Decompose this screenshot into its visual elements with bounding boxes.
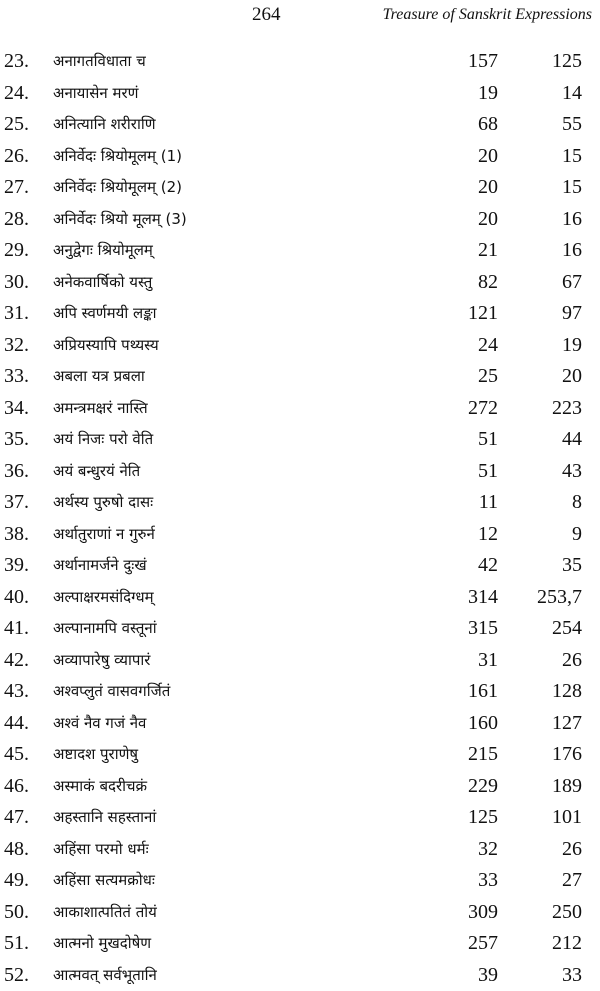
page-ref-primary: 121 [468,298,498,330]
page-ref-secondary: 128 [552,676,582,708]
page-ref-secondary: 33 [562,960,582,991]
index-row [0,141,600,173]
entry-number: 35. [4,424,29,456]
entry-number: 23. [4,46,29,78]
sanskrit-expression: आकाशात्पतितं तोयं [53,897,157,929]
entry-number: 43. [4,676,29,708]
entry-number: 47. [4,802,29,834]
sanskrit-expression: अल्पानामपि वस्तूनां [53,613,157,645]
sanskrit-expression: अनिर्वेदः श्रियो मूलम् (3) [53,204,187,236]
sanskrit-expression: अहिंसा परमो धर्मः [53,834,149,866]
entry-number: 24. [4,78,29,110]
page-ref-primary: 157 [468,46,498,78]
sanskrit-expression: अर्थानामर्जने दुःखं [53,550,147,582]
index-row [0,645,600,677]
page-ref-primary: 315 [468,613,498,645]
sanskrit-expression: अनायासेन मरणं [53,78,138,110]
page-ref-primary: 229 [468,771,498,803]
sanskrit-expression: अनिर्वेदः श्रियोमूलम् (2) [53,172,182,204]
page-ref-secondary: 26 [562,645,582,677]
page-header [0,0,600,28]
index-row [0,771,600,803]
sanskrit-expression: अस्माकं बदरीचक्रं [53,771,147,803]
sanskrit-expression: अहिंसा सत्यमक्रोधः [53,865,155,897]
page-ref-secondary: 16 [562,235,582,267]
page-ref-secondary: 127 [552,708,582,740]
sanskrit-expression: अनित्यानि शरीराणि [53,109,156,141]
sanskrit-expression: आत्मवत् सर्वभूतानि [53,960,157,991]
page-ref-primary: 32 [478,834,498,866]
page-ref-secondary: 223 [552,393,582,425]
page-ref-secondary: 253,7 [537,582,582,614]
sanskrit-expression: अनिर्वेदः श्रियोमूलम् (1) [53,141,182,173]
page-ref-primary: 161 [468,676,498,708]
sanskrit-expression: अर्थातुराणां न गुरुर्न [53,519,155,551]
entry-number: 29. [4,235,29,267]
index-row [0,897,600,929]
entry-number: 51. [4,928,29,960]
running-title: Treasure of Sanskrit Expressions [383,6,592,24]
entry-number: 36. [4,456,29,488]
page-ref-secondary: 15 [562,141,582,173]
page-ref-primary: 24 [478,330,498,362]
entry-number: 39. [4,550,29,582]
entry-number: 26. [4,141,29,173]
sanskrit-expression: अष्टादश पुराणेषु [53,739,138,771]
page-ref-primary: 12 [478,519,498,551]
index-row [0,960,600,991]
entry-number: 28. [4,204,29,236]
index-row [0,235,600,267]
page-ref-primary: 68 [478,109,498,141]
page-ref-primary: 272 [468,393,498,425]
entry-number: 37. [4,487,29,519]
index-row [0,109,600,141]
index-row [0,456,600,488]
index-row [0,424,600,456]
page-ref-secondary: 16 [562,204,582,236]
page-ref-primary: 25 [478,361,498,393]
entry-number: 32. [4,330,29,362]
index-row [0,298,600,330]
page-ref-secondary: 20 [562,361,582,393]
page-ref-secondary: 55 [562,109,582,141]
page-ref-secondary: 26 [562,834,582,866]
page-ref-primary: 257 [468,928,498,960]
entry-number: 46. [4,771,29,803]
sanskrit-expression: अल्पाक्षरमसंदिग्धम् [53,582,154,614]
entry-number: 48. [4,834,29,866]
index-row [0,676,600,708]
page-ref-secondary: 250 [552,897,582,929]
index-row [0,613,600,645]
sanskrit-expression: अबला यत्र प्रबला [53,361,145,393]
index-row [0,267,600,299]
page-ref-primary: 20 [478,204,498,236]
index-row [0,928,600,960]
index-row [0,46,600,78]
page-ref-secondary: 125 [552,46,582,78]
page-ref-primary: 31 [478,645,498,677]
sanskrit-expression: अयं निजः परो वेति [53,424,153,456]
page-ref-secondary: 44 [562,424,582,456]
entry-number: 50. [4,897,29,929]
entry-number: 52. [4,960,29,991]
page-ref-primary: 51 [478,456,498,488]
page-ref-secondary: 67 [562,267,582,299]
page-ref-secondary: 101 [552,802,582,834]
entry-number: 33. [4,361,29,393]
page-ref-primary: 11 [479,487,498,519]
page-ref-primary: 19 [478,78,498,110]
index-row [0,393,600,425]
page-ref-secondary: 27 [562,865,582,897]
entry-number: 27. [4,172,29,204]
index-row [0,172,600,204]
index-row [0,204,600,236]
entry-number: 41. [4,613,29,645]
page-ref-primary: 20 [478,172,498,204]
index-row [0,330,600,362]
page-ref-primary: 82 [478,267,498,299]
page-ref-secondary: 254 [552,613,582,645]
expression-index-list [0,46,600,991]
index-row [0,865,600,897]
page-ref-secondary: 35 [562,550,582,582]
page-ref-primary: 314 [468,582,498,614]
page-ref-secondary: 43 [562,456,582,488]
page-ref-secondary: 97 [562,298,582,330]
sanskrit-expression: आत्मनो मुखदोषेण [53,928,151,960]
sanskrit-expression: अनुद्वेगः श्रियोमूलम् [53,235,153,267]
page-ref-secondary: 176 [552,739,582,771]
page-ref-primary: 21 [478,235,498,267]
page-ref-secondary: 189 [552,771,582,803]
entry-number: 44. [4,708,29,740]
index-row [0,78,600,110]
page-ref-primary: 160 [468,708,498,740]
entry-number: 31. [4,298,29,330]
entry-number: 38. [4,519,29,551]
page-number: 264 [252,4,281,26]
sanskrit-expression: अर्थस्य पुरुषो दासः [53,487,153,519]
page-ref-primary: 51 [478,424,498,456]
index-row [0,361,600,393]
page-ref-primary: 215 [468,739,498,771]
index-row [0,582,600,614]
page-ref-secondary: 212 [552,928,582,960]
sanskrit-expression: अश्वं नैव गजं नैव [53,708,146,740]
page-ref-primary: 42 [478,550,498,582]
page-ref-secondary: 9 [572,519,582,551]
sanskrit-expression: अप्रियस्यापि पथ्यस्य [53,330,159,362]
sanskrit-expression: अपि स्वर्णमयी लङ्का [53,298,157,330]
entry-number: 34. [4,393,29,425]
entry-number: 42. [4,645,29,677]
index-row [0,802,600,834]
entry-number: 30. [4,267,29,299]
sanskrit-expression: अमन्त्रमक्षरं नास्ति [53,393,148,425]
sanskrit-expression: अश्वप्लुतं वासवगर्जितं [53,676,170,708]
page-ref-primary: 125 [468,802,498,834]
index-row [0,519,600,551]
page-ref-secondary: 15 [562,172,582,204]
index-row [0,487,600,519]
page-ref-secondary: 8 [572,487,582,519]
entry-number: 49. [4,865,29,897]
page-ref-secondary: 14 [562,78,582,110]
page-ref-secondary: 19 [562,330,582,362]
entry-number: 45. [4,739,29,771]
page-ref-primary: 33 [478,865,498,897]
page-ref-primary: 39 [478,960,498,991]
sanskrit-expression: अव्यापारेषु व्यापारं [53,645,150,677]
sanskrit-expression: अहस्तानि सहस्तानां [53,802,156,834]
sanskrit-expression: अनेकवार्षिको यस्तु [53,267,152,299]
page-ref-primary: 309 [468,897,498,929]
page-ref-primary: 20 [478,141,498,173]
index-row [0,708,600,740]
entry-number: 25. [4,109,29,141]
index-row [0,739,600,771]
sanskrit-expression: अनागतविधाता च [53,46,146,78]
entry-number: 40. [4,582,29,614]
index-row [0,834,600,866]
index-row [0,550,600,582]
sanskrit-expression: अयं बन्धुरयं नेति [53,456,140,488]
